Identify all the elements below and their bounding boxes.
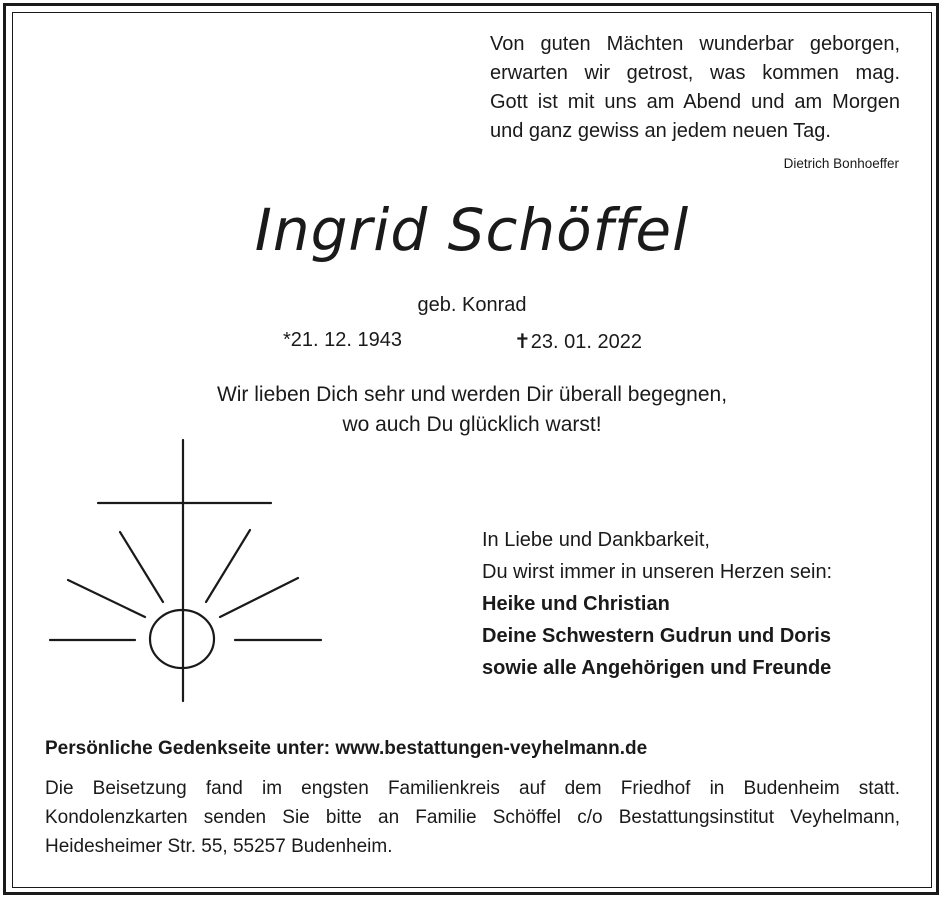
closing-line: In Liebe und Dankbarkeit,	[482, 529, 710, 551]
family-line: Deine Schwestern Gudrun und Doris	[482, 625, 831, 647]
birth-name: geb. Konrad	[417, 294, 527, 316]
quote-line: Wir lieben Dich sehr und werden Dir überall begegnen,	[216, 383, 728, 406]
poem-line: und ganz gewiss an jedem neuen Tag.	[490, 120, 831, 142]
funeral-notice	[45, 774, 900, 861]
cross-with-sun-icon	[40, 435, 340, 715]
poem-line: erwarten wir getrost, was kommen mag.	[490, 62, 900, 84]
notice-line: Kondolenzkarten senden Sie bitte an Familie Schöffel c/o Bestattungsinstitut Veyhelmann,	[45, 807, 900, 828]
quote-line: wo auch Du glücklich warst!	[342, 413, 602, 436]
closing-line: Du wirst immer in unseren Herzen sein:	[482, 561, 833, 583]
poem-line: Gott ist mit uns am Abend und am Morgen	[490, 91, 900, 113]
birth-date: *21. 12. 1943	[283, 329, 402, 351]
notice-line: Heidesheimer Str. 55, 55257 Budenheim.	[45, 836, 393, 857]
death-date: ✝23. 01. 2022	[514, 331, 642, 353]
quote	[0, 380, 944, 440]
notice-line: Die Beisetzung fand im engsten Familienkreis auf dem Friedhof in Budenheim statt.	[45, 778, 900, 799]
closing	[482, 524, 832, 684]
poem	[490, 30, 900, 146]
memorial-page-link: Persönliche Gedenkseite unter: www.bestattungen-veyhelmann.de	[45, 738, 648, 759]
family-line: sowie alle Angehörigen und Freunde	[482, 657, 832, 679]
poem-line: Von guten Mächten wunderbar geborgen,	[490, 33, 900, 55]
family-line: Heike und Christian	[482, 593, 670, 615]
deceased-name: Ingrid Schöffel	[254, 196, 690, 264]
poem-author: Dietrich Bonhoeffer	[783, 156, 899, 171]
